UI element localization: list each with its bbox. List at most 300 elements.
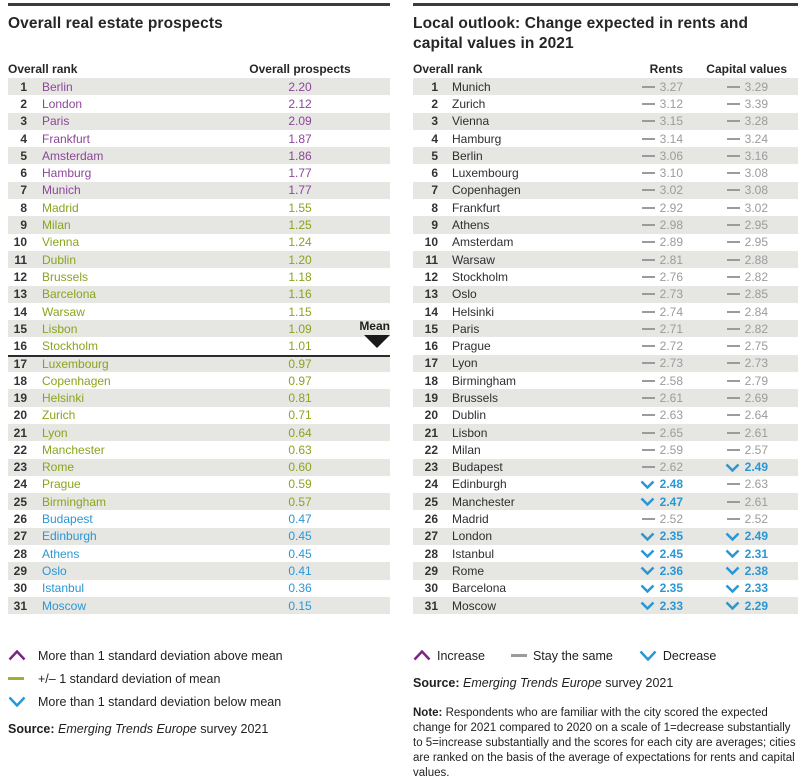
legend-item	[639, 649, 717, 663]
table-row	[413, 286, 798, 303]
rents-value-cell: 2.52	[593, 512, 683, 526]
chevron-down-icon	[725, 584, 740, 593]
capital-value-cell: 3.39	[683, 97, 768, 111]
city-cell: Vienna	[452, 114, 490, 129]
city-cell: Budapest	[42, 512, 93, 527]
city-cell: Athens	[42, 546, 80, 561]
dash-icon	[727, 345, 740, 347]
city-cell: Manchester	[452, 494, 515, 509]
rank-cell: 2	[20, 96, 27, 111]
rank-cell: 1	[431, 79, 438, 94]
prospect-value-cell: 2.09	[288, 114, 312, 129]
table-row	[8, 407, 390, 424]
left-source-line	[8, 722, 390, 736]
capital-value-cell: 2.31	[683, 547, 768, 561]
table-row	[413, 493, 798, 510]
dash-icon	[727, 397, 740, 399]
city-cell: Helsinki	[452, 304, 495, 319]
dash-icon	[642, 276, 655, 278]
city-cell: Milan	[42, 218, 71, 233]
prospect-value-cell: 0.36	[288, 581, 312, 596]
dash-icon	[727, 414, 740, 416]
rank-cell: 16	[424, 339, 438, 354]
legend-item	[8, 667, 390, 690]
prospect-value-cell: 1.77	[288, 166, 312, 181]
city-cell: Lisbon	[452, 425, 488, 440]
note-text: Respondents who are familiar with the city scored the expected change for 2021 compared to 2020 on a scale of 1=decrease substantially to 5=increase substantially and the scores for each city are averages; cities are ranked on the basis of the average of expectations for rents and capital values.	[413, 707, 796, 780]
source-publication: Emerging Trends Europe	[58, 722, 197, 737]
dash-icon	[642, 86, 655, 88]
chevron-down-icon	[640, 549, 655, 558]
city-cell: Istanbul	[42, 581, 85, 596]
table-row	[413, 476, 798, 493]
note-label: Note:	[413, 707, 443, 720]
rents-value-cell: 2.76	[593, 270, 683, 284]
city-cell: Frankfurt	[452, 200, 501, 215]
table-row	[413, 372, 798, 389]
table-row	[413, 320, 798, 337]
rank-cell: 26	[13, 512, 27, 527]
table-row	[413, 459, 798, 476]
prospect-value-cell: 1.24	[288, 235, 312, 250]
capital-value-cell: 2.88	[683, 253, 768, 267]
city-cell: Lyon	[42, 425, 68, 440]
table-row	[8, 545, 390, 562]
mean-marker	[359, 320, 390, 348]
city-cell: Helsinki	[42, 390, 85, 405]
source-rest: survey 2021	[601, 676, 674, 691]
rents-value-cell: 2.58	[593, 374, 683, 388]
city-cell: Budapest	[452, 460, 503, 475]
table-row	[8, 251, 390, 268]
dash-icon	[642, 155, 655, 157]
table-row	[413, 528, 798, 545]
legend-item	[413, 649, 485, 663]
dash-icon	[642, 241, 655, 243]
table-row	[413, 147, 798, 164]
rents-value-cell: 2.45	[593, 547, 683, 561]
chevron-down-icon	[725, 601, 740, 610]
dash-icon	[642, 449, 655, 451]
right-table-header	[413, 59, 798, 76]
prospect-value-cell: 0.71	[288, 408, 312, 423]
rank-cell: 29	[424, 563, 438, 578]
capital-value-cell: 3.08	[683, 183, 768, 197]
rank-cell: 31	[13, 598, 27, 613]
chevron-down-icon	[725, 532, 740, 541]
dash-icon	[727, 483, 740, 485]
rank-cell: 20	[424, 408, 438, 423]
rank-cell: 22	[13, 442, 27, 457]
right-source-line	[413, 676, 798, 690]
table-row	[8, 372, 390, 389]
table-row	[8, 113, 390, 130]
dash-icon	[727, 259, 740, 261]
rank-cell: 30	[424, 581, 438, 596]
prospect-value-cell: 0.45	[288, 546, 312, 561]
rents-value-cell: 3.14	[593, 132, 683, 146]
rank-cell: 23	[424, 460, 438, 475]
rents-value-cell: 2.73	[593, 356, 683, 370]
capital-value-cell: 2.84	[683, 305, 768, 319]
dash-icon	[727, 172, 740, 174]
dash-icon	[727, 207, 740, 209]
legend-label: Stay the same	[532, 648, 613, 663]
city-cell: Copenhagen	[452, 183, 521, 198]
col-header-overall-rank: Overall rank	[413, 62, 483, 76]
table-row	[8, 441, 390, 458]
rank-cell: 9	[20, 218, 27, 233]
rents-value-cell: 2.65	[593, 426, 683, 440]
chevron-down-icon	[639, 650, 657, 661]
table-row	[8, 182, 390, 199]
dash-icon	[642, 207, 655, 209]
rents-value-cell: 2.35	[593, 581, 683, 595]
dash-icon	[727, 224, 740, 226]
legend-label: Increase	[437, 648, 485, 663]
dash-icon	[642, 103, 655, 105]
prospect-value-cell: 0.59	[288, 477, 312, 492]
rents-value-cell: 3.06	[593, 149, 683, 163]
left-panel-title: Overall real estate prospects	[8, 15, 223, 32]
city-cell: Barcelona	[42, 287, 97, 302]
rents-value-cell: 2.62	[593, 460, 683, 474]
rents-value-cell: 2.74	[593, 305, 683, 319]
note-paragraph	[413, 706, 798, 781]
city-cell: Rome	[452, 563, 485, 578]
rank-cell: 18	[13, 373, 27, 388]
capital-value-cell: 3.08	[683, 166, 768, 180]
city-cell: Luxembourg	[42, 357, 109, 372]
col-header-capital-values: Capital values	[706, 62, 787, 76]
dash-icon	[642, 414, 655, 416]
rank-cell: 14	[424, 304, 438, 319]
capital-value-cell: 2.95	[683, 235, 768, 249]
prospect-value-cell: 1.09	[288, 321, 312, 336]
dash-icon	[727, 155, 740, 157]
table-row	[413, 303, 798, 320]
rents-value-cell: 3.02	[593, 183, 683, 197]
table-row	[413, 113, 798, 130]
dash-icon	[727, 311, 740, 313]
rank-cell: 24	[13, 477, 27, 492]
prospect-value-cell: 0.97	[288, 357, 312, 372]
dash-icon	[727, 501, 740, 503]
rank-cell: 29	[13, 563, 27, 578]
prospect-value-cell: 1.18	[288, 269, 312, 284]
table-row	[8, 355, 390, 372]
city-cell: Oslo	[42, 563, 67, 578]
source-label: Source:	[8, 722, 55, 737]
capital-value-cell: 2.49	[683, 529, 768, 543]
city-cell: Brussels	[452, 390, 499, 405]
table-row	[8, 234, 390, 251]
rank-cell: 27	[424, 529, 438, 544]
rents-value-cell: 2.81	[593, 253, 683, 267]
capital-value-cell: 2.79	[683, 374, 768, 388]
table-row	[8, 337, 390, 354]
city-cell: Berlin	[452, 148, 483, 163]
chevron-down-icon	[640, 566, 655, 575]
city-cell: Moscow	[42, 598, 87, 613]
city-cell: Paris	[42, 114, 70, 129]
chevron-down-icon	[640, 584, 655, 593]
legend-item	[511, 649, 613, 663]
rents-value-cell: 2.35	[593, 529, 683, 543]
dash-icon	[642, 189, 655, 191]
legend-label: Decrease	[662, 648, 717, 663]
table-row	[413, 130, 798, 147]
city-cell: Edinburgh	[452, 477, 507, 492]
prospect-value-cell: 1.01	[288, 339, 312, 354]
rank-cell: 20	[13, 408, 27, 423]
prospect-value-cell: 1.77	[288, 183, 312, 198]
rank-cell: 1	[20, 79, 27, 94]
table-row	[8, 476, 390, 493]
table-row	[8, 389, 390, 406]
rents-value-cell: 3.27	[593, 80, 683, 94]
rank-cell: 19	[424, 390, 438, 405]
rents-value-cell: 2.98	[593, 218, 683, 232]
rank-cell: 18	[424, 373, 438, 388]
left-table-header	[8, 59, 390, 76]
rank-cell: 11	[14, 252, 27, 267]
chevron-down-icon	[8, 696, 38, 707]
table-row	[413, 424, 798, 441]
mean-label: Mean	[359, 319, 390, 333]
dash-icon	[642, 362, 655, 364]
dash-icon	[727, 328, 740, 330]
chevron-down-icon	[640, 480, 655, 489]
mean-arrow-icon	[364, 335, 390, 348]
city-cell: Dublin	[452, 408, 487, 423]
dash-icon	[727, 120, 740, 122]
city-cell: Lisbon	[42, 321, 78, 336]
rank-cell: 10	[13, 235, 27, 250]
rank-cell: 12	[13, 269, 27, 284]
right-panel-title: Local outlook: Change expected in rents and capital values in 2021	[413, 15, 749, 52]
prospect-value-cell: 1.15	[288, 304, 312, 319]
rank-cell: 12	[424, 269, 438, 284]
rank-cell: 10	[424, 235, 438, 250]
city-cell: Moscow	[452, 598, 497, 613]
rank-cell: 7	[431, 183, 438, 198]
rank-cell: 4	[20, 131, 27, 146]
city-cell: Barcelona	[452, 581, 507, 596]
dash-icon	[642, 120, 655, 122]
rents-value-cell: 2.89	[593, 235, 683, 249]
rents-value-cell: 2.63	[593, 408, 683, 422]
right-legend	[413, 644, 798, 667]
city-cell: Athens	[452, 218, 490, 233]
table-row	[8, 216, 390, 233]
city-cell: Copenhagen	[42, 373, 111, 388]
capital-value-cell: 2.69	[683, 391, 768, 405]
city-cell: Paris	[452, 321, 480, 336]
source-rest: survey 2021	[196, 722, 269, 737]
chevron-down-icon	[640, 532, 655, 541]
rank-cell: 28	[13, 546, 27, 561]
city-cell: Oslo	[452, 287, 477, 302]
rank-cell: 21	[13, 425, 27, 440]
table-row	[413, 234, 798, 251]
dash-icon	[727, 276, 740, 278]
city-cell: Berlin	[42, 79, 73, 94]
city-cell: Prague	[42, 477, 81, 492]
dash-icon	[727, 138, 740, 140]
rank-cell: 9	[431, 218, 438, 233]
prospect-value-cell: 1.20	[288, 252, 312, 267]
chevron-up-icon	[413, 650, 431, 661]
table-row	[8, 493, 390, 510]
rank-cell: 19	[13, 390, 27, 405]
table-row	[413, 199, 798, 216]
prospect-value-cell: 0.47	[288, 512, 312, 527]
dash-icon	[642, 432, 655, 434]
city-cell: Istanbul	[452, 546, 495, 561]
city-cell: Madrid	[42, 200, 79, 215]
city-cell: Prague	[452, 339, 491, 354]
rank-cell: 11	[425, 252, 438, 267]
rank-cell: 5	[431, 148, 438, 163]
dash-icon	[511, 654, 527, 657]
rents-value-cell: 3.15	[593, 114, 683, 128]
table-row	[8, 78, 390, 95]
prospect-value-cell: 1.55	[288, 200, 312, 215]
chevron-up-icon	[8, 650, 38, 661]
city-cell: Warsaw	[452, 252, 495, 267]
prospect-value-cell: 0.63	[288, 442, 312, 457]
dash-icon	[642, 224, 655, 226]
capital-value-cell: 2.61	[683, 426, 768, 440]
dash-icon	[642, 172, 655, 174]
col-header-overall-prospects: Overall prospects	[249, 62, 351, 76]
rank-cell: 6	[20, 166, 27, 181]
rank-cell: 24	[424, 477, 438, 492]
rank-cell: 21	[424, 425, 438, 440]
rank-cell: 13	[424, 287, 438, 302]
dash-icon	[727, 103, 740, 105]
prospect-value-cell: 1.25	[288, 218, 312, 233]
dash-icon	[727, 293, 740, 295]
table-row	[413, 510, 798, 527]
capital-value-cell: 2.75	[683, 339, 768, 353]
dash-icon	[8, 677, 38, 680]
table-row	[8, 597, 390, 614]
capital-value-cell: 2.33	[683, 581, 768, 595]
capital-value-cell: 2.73	[683, 356, 768, 370]
dash-icon	[727, 380, 740, 382]
city-cell: Zurich	[452, 96, 486, 111]
table-row	[413, 337, 798, 354]
dash-icon	[642, 380, 655, 382]
capital-value-cell: 2.82	[683, 322, 768, 336]
city-cell: London	[42, 96, 83, 111]
dash-icon	[727, 432, 740, 434]
city-cell: Vienna	[42, 235, 80, 250]
capital-value-cell: 3.28	[683, 114, 768, 128]
city-cell: Birmingham	[452, 373, 517, 388]
table-row	[413, 251, 798, 268]
chevron-down-icon	[640, 497, 655, 506]
city-cell: Zurich	[42, 408, 76, 423]
rents-value-cell: 2.71	[593, 322, 683, 336]
rents-value-cell: 2.47	[593, 495, 683, 509]
city-cell: Hamburg	[452, 131, 502, 146]
rank-cell: 4	[431, 131, 438, 146]
rank-cell: 22	[424, 442, 438, 457]
rents-value-cell: 2.48	[593, 477, 683, 491]
prospect-value-cell: 0.97	[288, 373, 312, 388]
rank-cell: 27	[13, 529, 27, 544]
prospect-value-cell: 1.16	[288, 287, 312, 302]
rank-cell: 15	[424, 321, 438, 336]
table-row	[8, 95, 390, 112]
table-row	[8, 286, 390, 303]
table-row	[8, 199, 390, 216]
city-cell: Edinburgh	[42, 529, 97, 544]
table-row	[413, 95, 798, 112]
prospect-value-cell: 0.15	[288, 598, 312, 613]
rank-cell: 5	[20, 148, 27, 163]
right-table-body	[413, 78, 798, 614]
capital-value-cell: 2.82	[683, 270, 768, 284]
rank-cell: 3	[20, 114, 27, 129]
legend-label: More than 1 standard deviation above mean	[38, 648, 283, 663]
table-row	[413, 268, 798, 285]
table-row	[413, 216, 798, 233]
dash-icon	[727, 241, 740, 243]
chevron-down-icon	[725, 549, 740, 558]
table-row	[413, 597, 798, 614]
dash-icon	[727, 86, 740, 88]
capital-value-cell: 2.85	[683, 287, 768, 301]
legend-label: +/– 1 standard deviation of mean	[38, 671, 221, 686]
rents-value-cell: 2.33	[593, 599, 683, 613]
rents-value-cell: 2.36	[593, 564, 683, 578]
source-label: Source:	[413, 676, 460, 691]
table-row	[413, 545, 798, 562]
capital-value-cell: 3.16	[683, 149, 768, 163]
table-row	[413, 182, 798, 199]
prospect-value-cell: 1.86	[288, 148, 312, 163]
capital-value-cell: 2.63	[683, 477, 768, 491]
rank-cell: 13	[13, 287, 27, 302]
table-row	[8, 164, 390, 181]
rank-cell: 2	[431, 96, 438, 111]
table-row	[413, 164, 798, 181]
table-row	[8, 320, 390, 337]
dash-icon	[727, 518, 740, 520]
table-row	[413, 78, 798, 95]
city-cell: Stockholm	[452, 269, 509, 284]
table-row	[8, 130, 390, 147]
chevron-down-icon	[640, 601, 655, 610]
table-row	[8, 510, 390, 527]
dash-icon	[642, 345, 655, 347]
city-cell: Hamburg	[42, 166, 92, 181]
left-table-body	[8, 78, 390, 614]
rank-cell: 25	[13, 494, 27, 509]
rank-cell: 25	[424, 494, 438, 509]
rank-cell: 14	[13, 304, 27, 319]
city-cell: Milan	[452, 442, 481, 457]
table-row	[413, 407, 798, 424]
prospect-value-cell: 0.41	[288, 563, 312, 578]
dash-icon	[727, 189, 740, 191]
rank-cell: 23	[13, 460, 27, 475]
rank-cell: 30	[13, 581, 27, 596]
